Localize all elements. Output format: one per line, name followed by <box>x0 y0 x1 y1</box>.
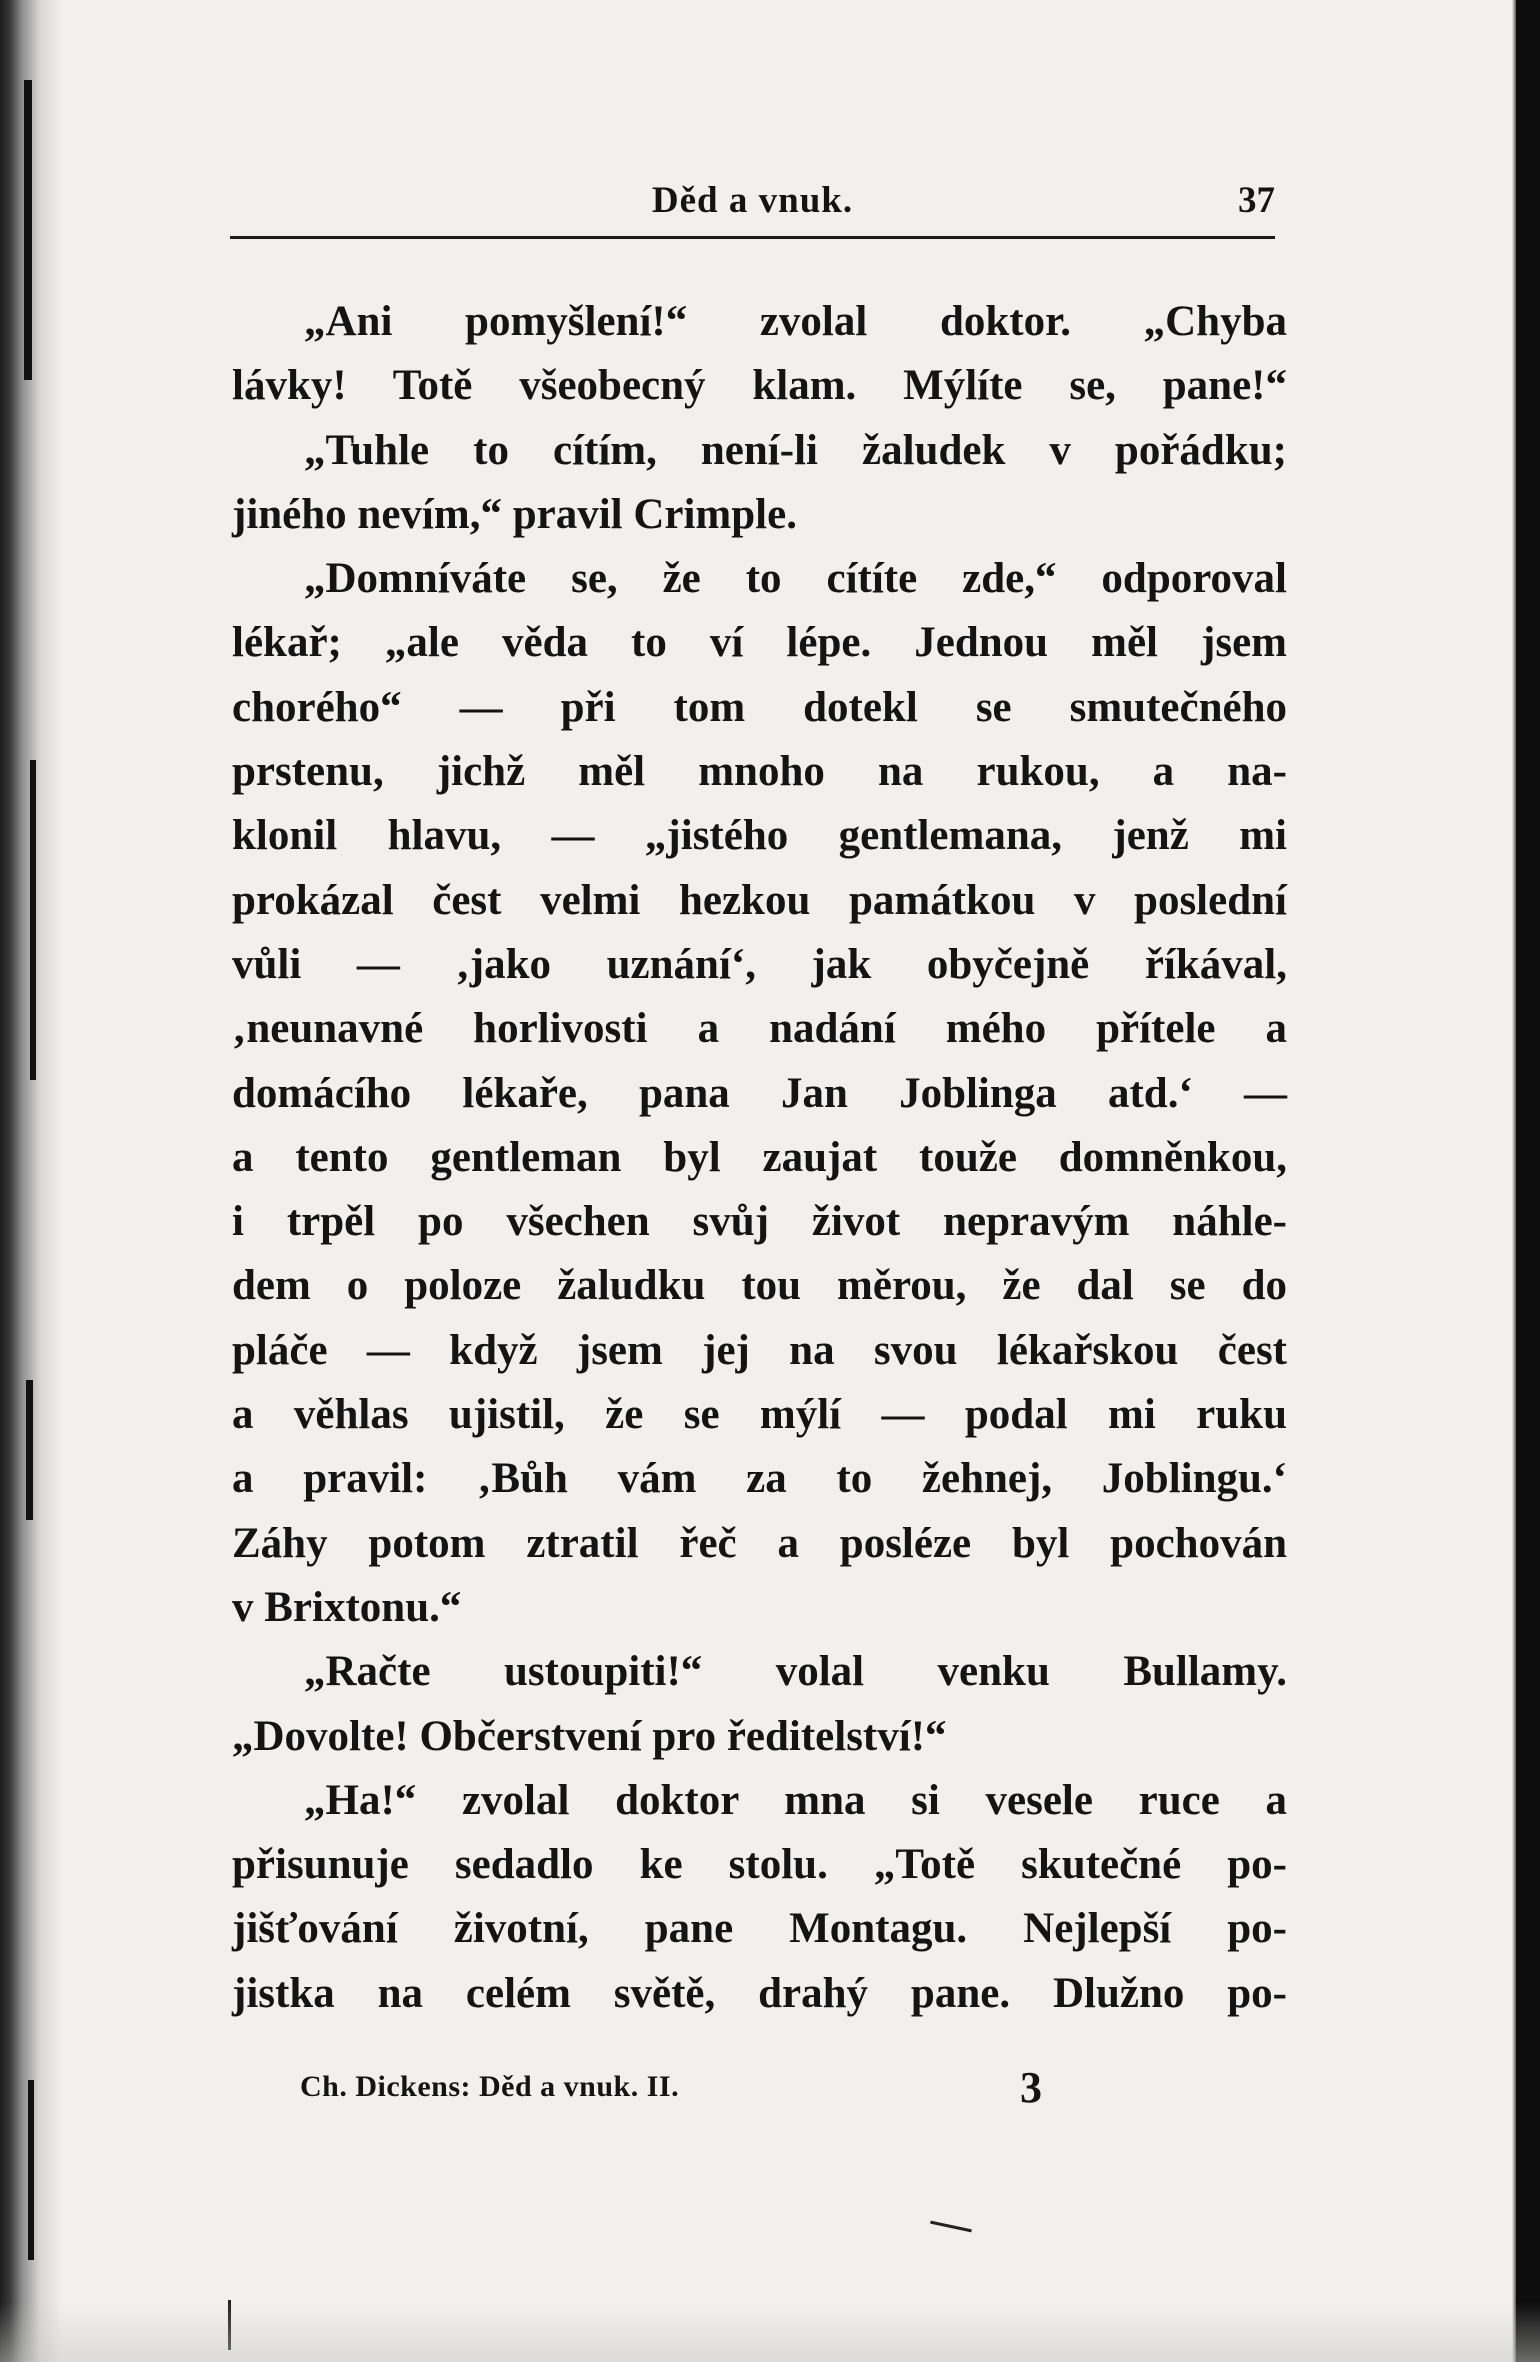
signature-line: Ch. Dickens: Děd a vnuk. II. <box>300 2070 680 2103</box>
gutter-mark <box>30 760 36 1080</box>
text-line: „Ha!“ zvolal doktor mna si vesele ruce a <box>304 1776 1287 1824</box>
text-line: „Tuhle to cítím, není-li žaludek v pořádku; <box>304 426 1287 474</box>
text-line: jistka na celém světě, drahý pane. Dlužno po- <box>232 1969 1287 2017</box>
header-rule <box>230 236 1275 239</box>
text-line: v Brixtonu.“ <box>232 1583 462 1631</box>
text-line: dem o poloze žaludku tou měrou, že dal se do <box>232 1262 1287 1310</box>
body-text <box>232 290 1287 2026</box>
text-line: vůli — ‚jako uznání‘, jak obyčejně říkával, <box>232 940 1287 988</box>
gutter-mark <box>28 2080 34 2260</box>
text-line: přisunuje sedadlo ke stolu. „Totě skutečné po- <box>232 1841 1287 1889</box>
page-header <box>230 175 1275 227</box>
stray-mark <box>930 2221 972 2233</box>
text-line: „Dovolte! Občerstvení pro ředitelství!“ <box>232 1712 947 1760</box>
text-line: i trpěl po všechen svůj život nepravým náhle- <box>232 1198 1287 1246</box>
text-line: a tento gentleman byl zaujat touže domněnkou, <box>232 1133 1287 1181</box>
text-line: pláče — když jsem jej na svou lékařskou čest <box>232 1326 1287 1374</box>
gutter-mark <box>26 1380 33 1520</box>
bottom-shade <box>0 2302 1540 2362</box>
text-line: chorého“ — při tom dotekl se smutečného <box>232 683 1287 731</box>
text-line: klonil hlavu, — „jistého gentlemana, jenž mi <box>232 812 1287 860</box>
text-line: jiného nevím,“ pravil Crimple. <box>232 490 797 538</box>
running-title: Děd a vnuk. <box>651 180 854 221</box>
text-line: lávky! Totě všeobecný klam. Mýlíte se, pane!“ <box>232 362 1287 410</box>
right-edge-border <box>1516 0 1540 2362</box>
page-number: 37 <box>1238 180 1275 221</box>
text-line: prokázal čest velmi hezkou památkou v poslední <box>232 876 1287 924</box>
text-line: jišťování životní, pane Montagu. Nejlepší po- <box>232 1905 1287 1953</box>
text-line: domácího lékaře, pana Jan Joblinga atd.‘ — <box>232 1069 1287 1117</box>
gutter-mark <box>24 80 32 380</box>
text-line: a věhlas ujistil, že se mýlí — podal mi ruku <box>232 1391 1287 1439</box>
page-footer <box>300 2060 1100 2120</box>
text-line: „Ani pomyšlení!“ zvolal doktor. „Chyba <box>304 298 1287 345</box>
signature-mark: 3 <box>1020 2063 1042 2112</box>
text-line: ‚neunavné horlivosti a nadání mého přítele a <box>232 1005 1287 1053</box>
text-line: lékař; „ale věda to ví lépe. Jednou měl jsem <box>232 619 1287 667</box>
text-line: „Domníváte se, že to cítíte zde,“ odporoval <box>304 555 1287 603</box>
text-line: a pravil: ‚Bůh vám za to žehnej, Joblingu.‘ <box>232 1455 1287 1503</box>
text-line: „Račte ustoupiti!“ volal venku Bullamy. <box>304 1648 1287 1696</box>
text-line: Záhy potom ztratil řeč a posléze byl pochován <box>232 1519 1287 1567</box>
text-line: prstenu, jichž měl mnoho na rukou, a na- <box>232 748 1287 796</box>
